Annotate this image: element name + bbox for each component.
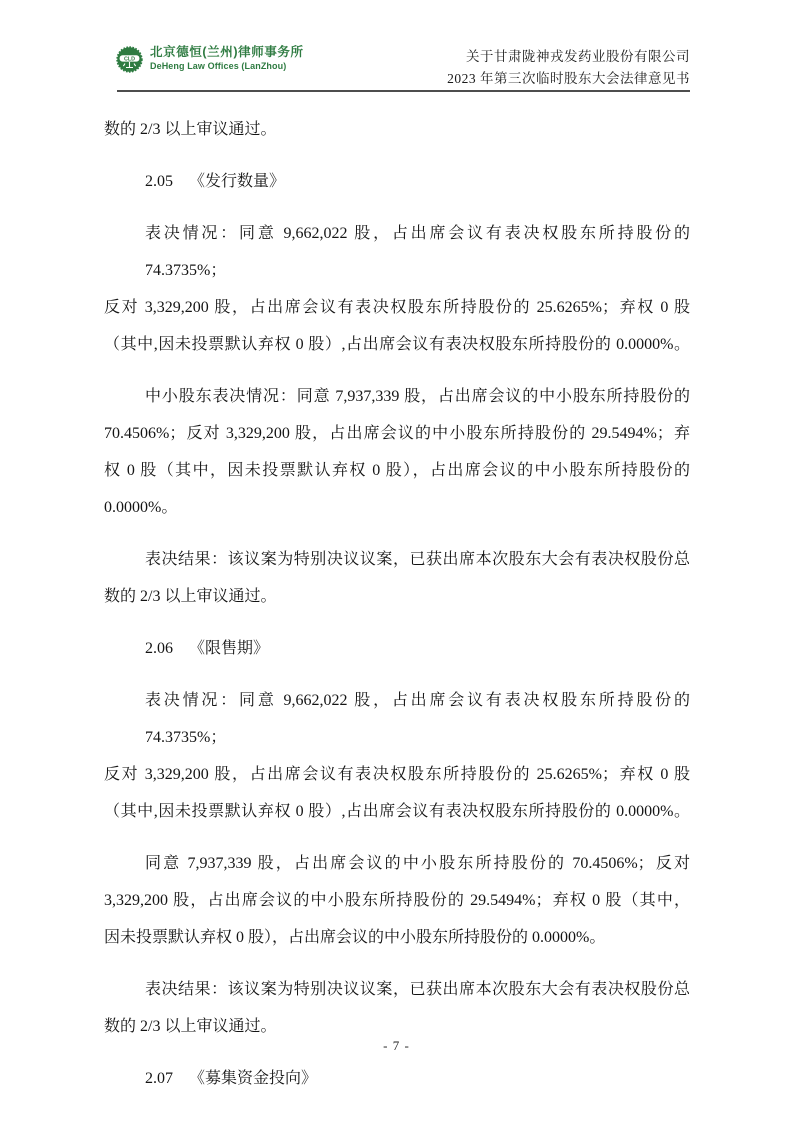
text-line: 数的 2/3 以上审议通过。 — [104, 588, 277, 605]
text-line: 数的 2/3 以上审议通过。 — [104, 121, 277, 138]
document-body — [104, 92, 690, 1112]
text-line: 反对 3,329,200 股，占出席会议有表决权股东所持股份的 25.6265%；弃权 0 股 — [104, 299, 690, 316]
paragraph-minority-vote-2-05 — [104, 378, 690, 526]
section-number: 2.05 — [145, 173, 173, 190]
text-line: 表决结果：该议案为特别决议议案，已获出席本次股东大会有表决权股份总 — [145, 981, 690, 998]
text-line: （其中,因未投票默认弃权 0 股）,占出席会议有表决权股东所持股份的 0.0000%。 — [104, 803, 690, 820]
text-line: 表决结果：该议案为特别决议议案，已获出席本次股东大会有表决权股份总 — [145, 551, 690, 568]
section-heading-2-07 — [104, 1060, 690, 1097]
firm-name-en: DeHeng Law Offices (LanZhou) — [150, 61, 287, 71]
deheng-seal-icon — [116, 45, 143, 73]
text-line: 权 0 股（其中，因未投票默认弃权 0 股），占出席会议的中小股东所持股份的 — [104, 462, 690, 479]
paragraph-vote-result-2-05 — [104, 541, 690, 615]
document-title-line2: 2023 年第三次临时股东大会法律意见书 — [447, 71, 690, 86]
text-line: 同意 7,937,339 股，占出席会议的中小股东所持股份的 70.4506%；反对 — [145, 855, 690, 872]
text-line: 表决情况：同意 9,662,022 股，占出席会议有表决权股东所持股份的 74.3735%； — [145, 225, 690, 279]
svg-text:CLD: CLD — [123, 56, 136, 63]
text-line: 数的 2/3 以上审议通过。 — [104, 1018, 277, 1035]
paragraph-vote-result-2-06 — [104, 971, 690, 1045]
text-line: 3,329,200 股，占出席会议的中小股东所持股份的 29.5494%；弃权 0 股（其中， — [104, 892, 690, 909]
section-heading-2-05 — [104, 163, 690, 200]
text-line: 表决情况：同意 9,662,022 股，占出席会议有表决权股东所持股份的 74.3735%； — [145, 692, 690, 746]
section-heading-2-06 — [104, 630, 690, 667]
text-line: 70.4506%；反对 3,329,200 股，占出席会议的中小股东所持股份的 29.5494%；弃 — [104, 425, 690, 442]
firm-name-block — [150, 45, 304, 72]
page-footer — [0, 1038, 793, 1054]
section-number: 2.07 — [145, 1070, 173, 1087]
document-title-line1: 关于甘肃陇神戎发药业股份有限公司 — [466, 49, 690, 64]
section-number: 2.06 — [145, 640, 173, 657]
text-line: 中小股东表决情况：同意 7,937,339 股，占出席会议的中小股东所持股份的 — [145, 388, 690, 405]
law-firm-brand — [116, 45, 304, 73]
firm-name-cn: 北京德恒(兰州)律师事务所 — [150, 45, 304, 59]
section-title: 《募集资金投向》 — [189, 1070, 318, 1087]
paragraph-vote-detail-2-05 — [104, 215, 690, 363]
paragraph-vote-detail-2-06 — [104, 682, 690, 830]
paragraph-minority-vote-2-06 — [104, 845, 690, 956]
section-title: 《发行数量》 — [189, 173, 286, 190]
page-header — [0, 0, 793, 92]
section-title: 《限售期》 — [189, 640, 270, 657]
page-number: - 7 - — [383, 1038, 410, 1053]
text-line: （其中,因未投票默认弃权 0 股）,占出席会议有表决权股东所持股份的 0.0000%。 — [104, 336, 690, 353]
paragraph-continuation — [104, 111, 690, 148]
text-line: 反对 3,329,200 股，占出席会议有表决权股东所持股份的 25.6265%；弃权 0 股 — [104, 766, 690, 783]
text-line: 0.0000%。 — [104, 499, 178, 516]
document-title — [447, 46, 690, 90]
text-line: 因未投票默认弃权 0 股），占出席会议的中小股东所持股份的 0.0000%。 — [104, 929, 606, 946]
